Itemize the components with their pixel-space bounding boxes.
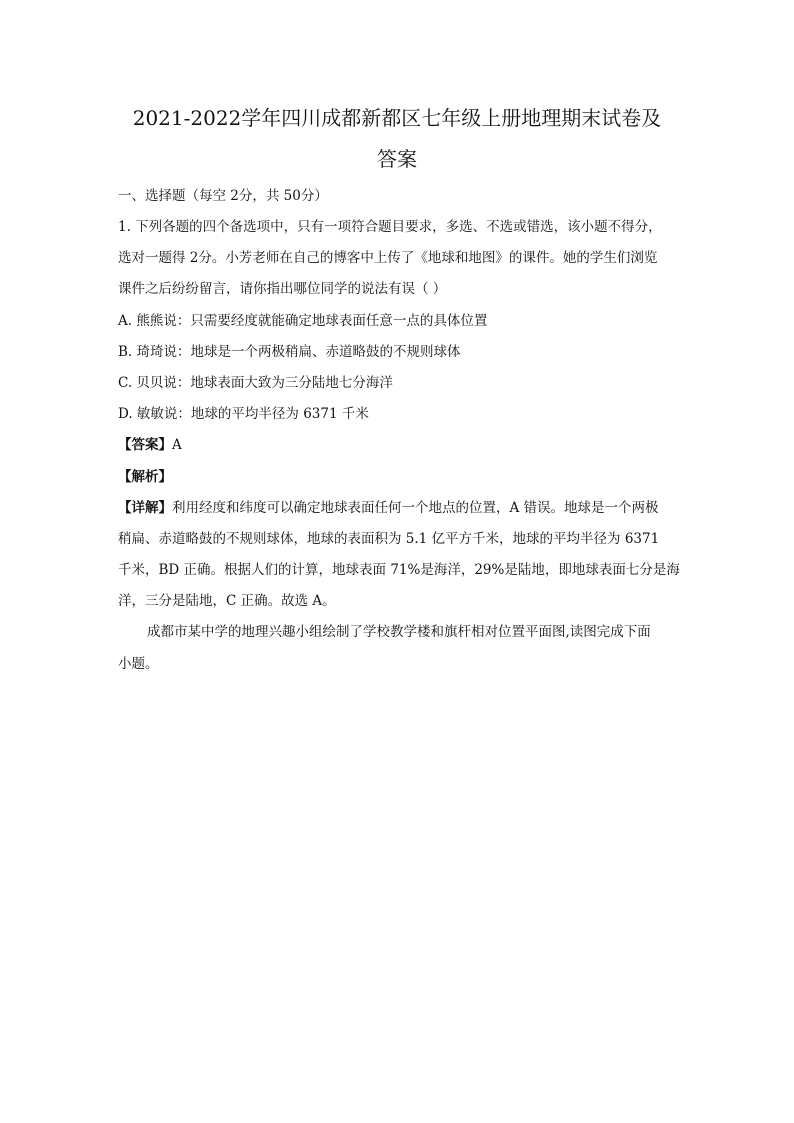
question-stem-line-3: 课件之后纷纷留言，请你指出哪位同学的说法有误（ ） — [118, 281, 447, 297]
answer-value: A — [172, 437, 182, 453]
analysis-label: 【解析】 — [118, 469, 172, 485]
option-c: C. 贝贝说：地球表面大致为三分陆地七分海洋 — [118, 375, 393, 391]
detail-line-1 — [118, 498, 659, 518]
detail-text-1: 利用经度和纬度可以确定地球表面任何一个地点的位置，A 错误。地球是一个两极 — [172, 500, 659, 516]
question-stem-line-2: 选对一题得 2分。小芳老师在自己的博客中上传了《地球和地图》的课件。她的学生们浏览 — [118, 250, 658, 266]
detail-line-2: 稍扁、赤道略鼓的不规则球体，地球的表面积为 5.1 亿平方千米，地球的平均半径为 6371 — [118, 531, 660, 547]
document-title-line-1: 2021-2022学年四川成都新都区七年级上册地理期末试卷及 — [132, 106, 662, 130]
passage-line-1: 成都市某中学的地理兴趣小组绘制了学校教学楼和旗杆相对位置平面图,读图完成下面 — [147, 624, 651, 640]
question-stem-line-1: 1. 下列各题的四个备选项中，只有一项符合题目要求，多选、不选或错选，该小题不得分， — [118, 219, 662, 235]
detail-line-3: 千米，BD 正确。根据人们的计算，地球表面 71%是海洋，29%是陆地，即地球表面七分是海 — [118, 562, 680, 578]
option-d: D. 敏敏说：地球的平均半径为 6371 千米 — [118, 406, 369, 422]
passage-line-2: 小题。 — [118, 656, 159, 672]
option-b: B. 琦琦说：地球是一个两极稍扁、赤道略鼓的不规则球体 — [118, 344, 461, 360]
answer-label: 【答案】 — [118, 437, 172, 453]
answer-line — [118, 435, 182, 455]
document-title-line-2: 答案 — [377, 147, 417, 171]
detail-label: 【详解】 — [118, 500, 172, 516]
section-heading: 一、选择题（每空 2分，共 50分） — [118, 188, 328, 204]
detail-line-4: 洋，三分是陆地，C 正确。故选 A。 — [118, 593, 336, 609]
option-a: A. 熊熊说：只需要经度就能确定地球表面任意一点的具体位置 — [118, 313, 488, 329]
